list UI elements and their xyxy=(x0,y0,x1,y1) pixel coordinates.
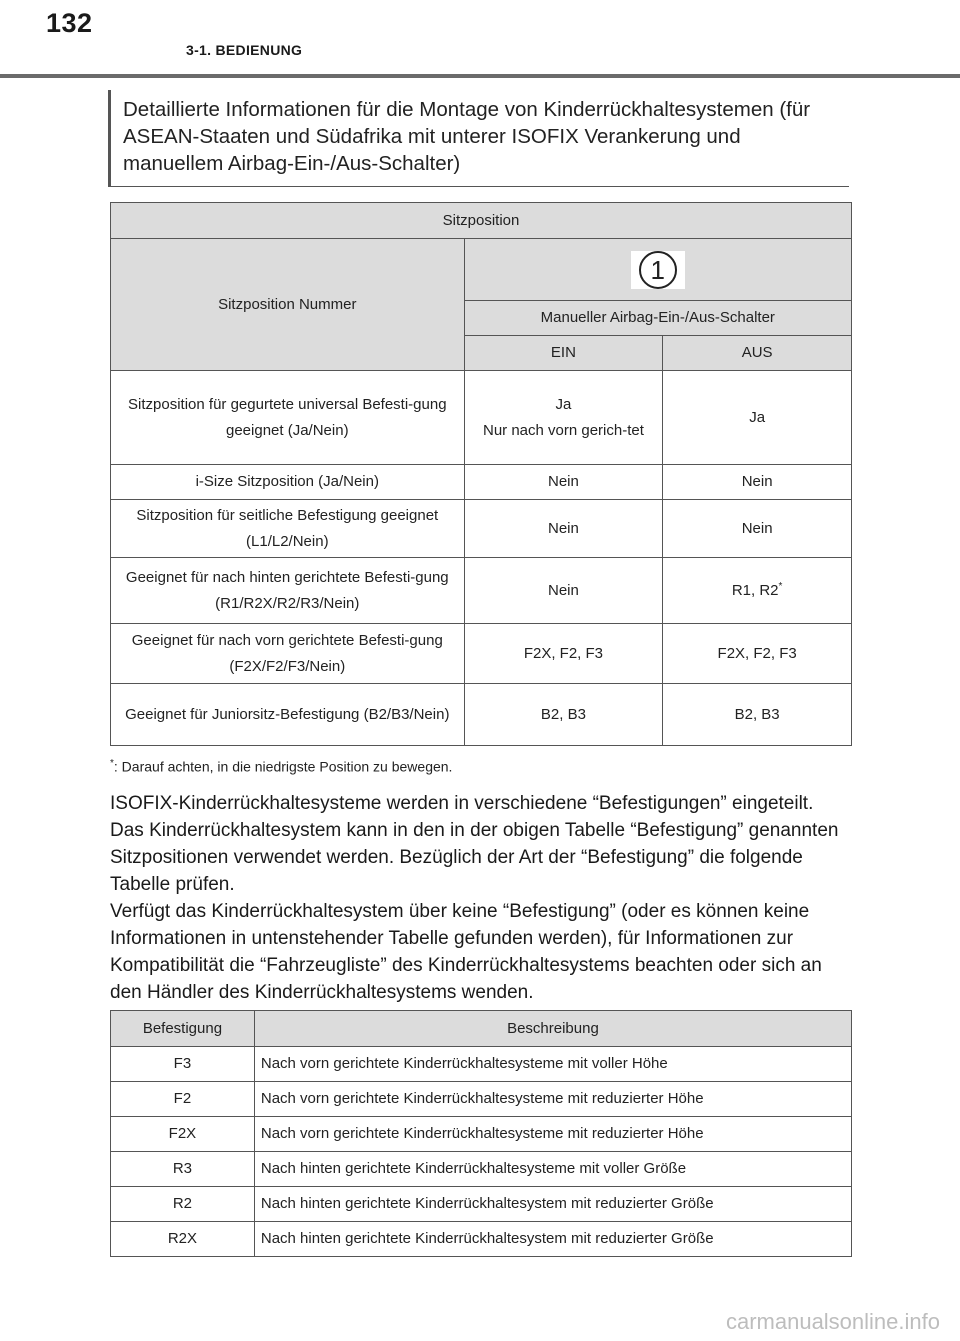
col-ein: EIN xyxy=(464,336,663,371)
seat-position-table xyxy=(110,202,852,746)
attachment-table xyxy=(110,1010,852,1257)
row-label: i-Size Sitzposition (Ja/Nein) xyxy=(111,465,465,500)
row-aus: Nein xyxy=(663,500,852,558)
row-ein-line1: Ja xyxy=(555,395,572,413)
row-ein: F2X, F2, F3 xyxy=(464,624,663,684)
page-header xyxy=(0,0,960,78)
attachment-code: F2 xyxy=(111,1082,255,1117)
attachment-desc: Nach hinten gerichtete Kinderrückhaltesystem mit reduzierter Größe xyxy=(254,1187,851,1222)
watermark: carmanualsonline.info xyxy=(725,1309,940,1334)
row-ein-line2: Nur nach vorn gerich-tet xyxy=(482,421,644,439)
footnote xyxy=(110,758,452,775)
page-number: 132 xyxy=(46,8,93,38)
header-sitzposition: Sitzposition xyxy=(111,203,852,239)
paragraph-2: Verfügt das Kinderrückhaltesystem über keine “Befestigung” (oder es können keine Informationen in untenstehender Tabelle gefunden werden), für Informationen zur Kompatibilität die “Fahrzeugliste” des Kinderrückhaltesystems beachten oder sich an den Händler des Kinderrückhaltesystems wenden. xyxy=(110,901,822,1003)
row-label: Sitzposition für gegurtete universal Befesti-gung geeignet (Ja/Nein) xyxy=(111,371,465,465)
row-aus: F2X, F2, F3 xyxy=(663,624,852,684)
attachment-desc: Nach vorn gerichtete Kinderrückhaltesysteme mit reduzierter Höhe xyxy=(254,1117,851,1152)
attachment-code: R2 xyxy=(111,1187,255,1222)
seat-number-badge: 1 xyxy=(639,251,677,289)
footnote-mark: * xyxy=(110,758,114,769)
col-beschreibung: Beschreibung xyxy=(254,1011,851,1047)
seat-number-badge-wrap xyxy=(631,251,685,289)
attachment-desc: Nach hinten gerichtete Kinderrückhaltesystem mit reduzierter Größe xyxy=(254,1222,851,1257)
topic-box xyxy=(108,90,849,187)
row-ein: Nein xyxy=(464,465,663,500)
row-label: Geeignet für nach vorn gerichtete Befesti-gung (F2X/F2/F3/Nein) xyxy=(111,624,465,684)
attachment-code: R3 xyxy=(111,1152,255,1187)
row-aus: Ja xyxy=(663,371,852,465)
footnote-text: : Darauf achten, in die niedrigste Position zu bewegen. xyxy=(113,758,453,775)
body-text xyxy=(110,790,850,1006)
row-ein: Nein xyxy=(464,500,663,558)
col-aus: AUS xyxy=(663,336,852,371)
header-seat-number: Sitzposition Nummer xyxy=(111,239,465,371)
col-befestigung: Befestigung xyxy=(111,1011,255,1047)
row-aus: B2, B3 xyxy=(663,684,852,746)
row-ein: Nein xyxy=(464,558,663,624)
seat-number-cell xyxy=(464,239,851,301)
row-ein xyxy=(464,371,663,465)
attachment-code: F3 xyxy=(111,1047,255,1082)
attachment-desc: Nach vorn gerichtete Kinderrückhaltesysteme mit voller Höhe xyxy=(254,1047,851,1082)
row-ein: B2, B3 xyxy=(464,684,663,746)
row-aus xyxy=(663,558,852,624)
row-aus: Nein xyxy=(663,465,852,500)
attachment-desc: Nach vorn gerichtete Kinderrückhaltesysteme mit reduzierter Höhe xyxy=(254,1082,851,1117)
attachment-code: R2X xyxy=(111,1222,255,1257)
row-label: Geeignet für nach hinten gerichtete Befesti-gung (R1/R2X/R2/R3/Nein) xyxy=(111,558,465,624)
topic-title: Detaillierte Informationen für die Montage von Kinderrückhaltesystemen (für ASEAN-Staaten und Südafrika mit unterer ISOFIX Verankerung und manuellem Airbag-Ein-/Aus-Schalter) xyxy=(123,98,811,175)
attachment-desc: Nach hinten gerichtete Kinderrückhaltesysteme mit voller Größe xyxy=(254,1152,851,1187)
row-aus-value: R1, R2 xyxy=(731,581,779,599)
airbag-switch-header: Manueller Airbag-Ein-/Aus-Schalter xyxy=(464,301,851,336)
row-label: Geeignet für Juniorsitz-Befestigung (B2/B3/Nein) xyxy=(111,684,465,746)
row-label: Sitzposition für seitliche Befestigung geeignet (L1/L2/Nein) xyxy=(111,500,465,558)
paragraph-1: ISOFIX-Kinderrückhaltesysteme werden in verschiedene “Befestigungen” eingeteilt. Das Kinderrückhaltesystem kann in den in der obigen Tabelle “Befestigung” genannten Sitzpositionen verwendet werden. Bezüglich der Art der “Befestigung” die folgende Tabelle prüfen. xyxy=(110,793,839,895)
header-divider xyxy=(0,74,960,78)
section-title: 3-1. BEDIENUNG xyxy=(186,42,303,58)
footnote-marker: * xyxy=(778,580,783,592)
attachment-code: F2X xyxy=(111,1117,255,1152)
